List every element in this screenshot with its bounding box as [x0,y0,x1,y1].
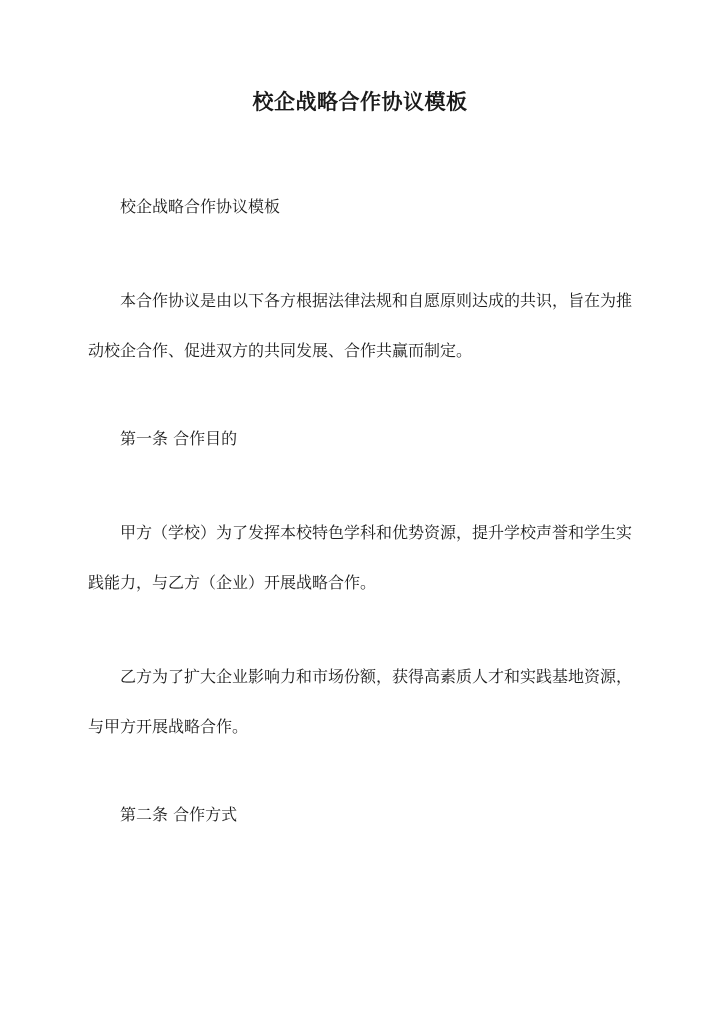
article-1-heading: 第一条 合作目的 [120,429,238,448]
paragraph-intro: 本合作协议是由以下各方根据法律法规和自愿原则达成的共识，旨在为推动校企合作、促进双方的共同发展、合作共赢而制定。 [88,291,633,360]
article-2-heading: 第二条 合作方式 [120,805,238,824]
document-title: 校企战略合作协议模板 [252,89,468,114]
paragraph-party-b-purpose: 乙方为了扩大企业影响力和市场份额，获得高素质人才和实践基地资源，与甲方开展战略合作。 [88,667,633,736]
paragraph-party-a-purpose: 甲方（学校）为了发挥本校特色学科和优势资源，提升学校声誉和学生实践能力，与乙方（企业）开展战略合作。 [88,523,633,592]
paragraph-subtitle: 校企战略合作协议模板 [120,197,281,216]
